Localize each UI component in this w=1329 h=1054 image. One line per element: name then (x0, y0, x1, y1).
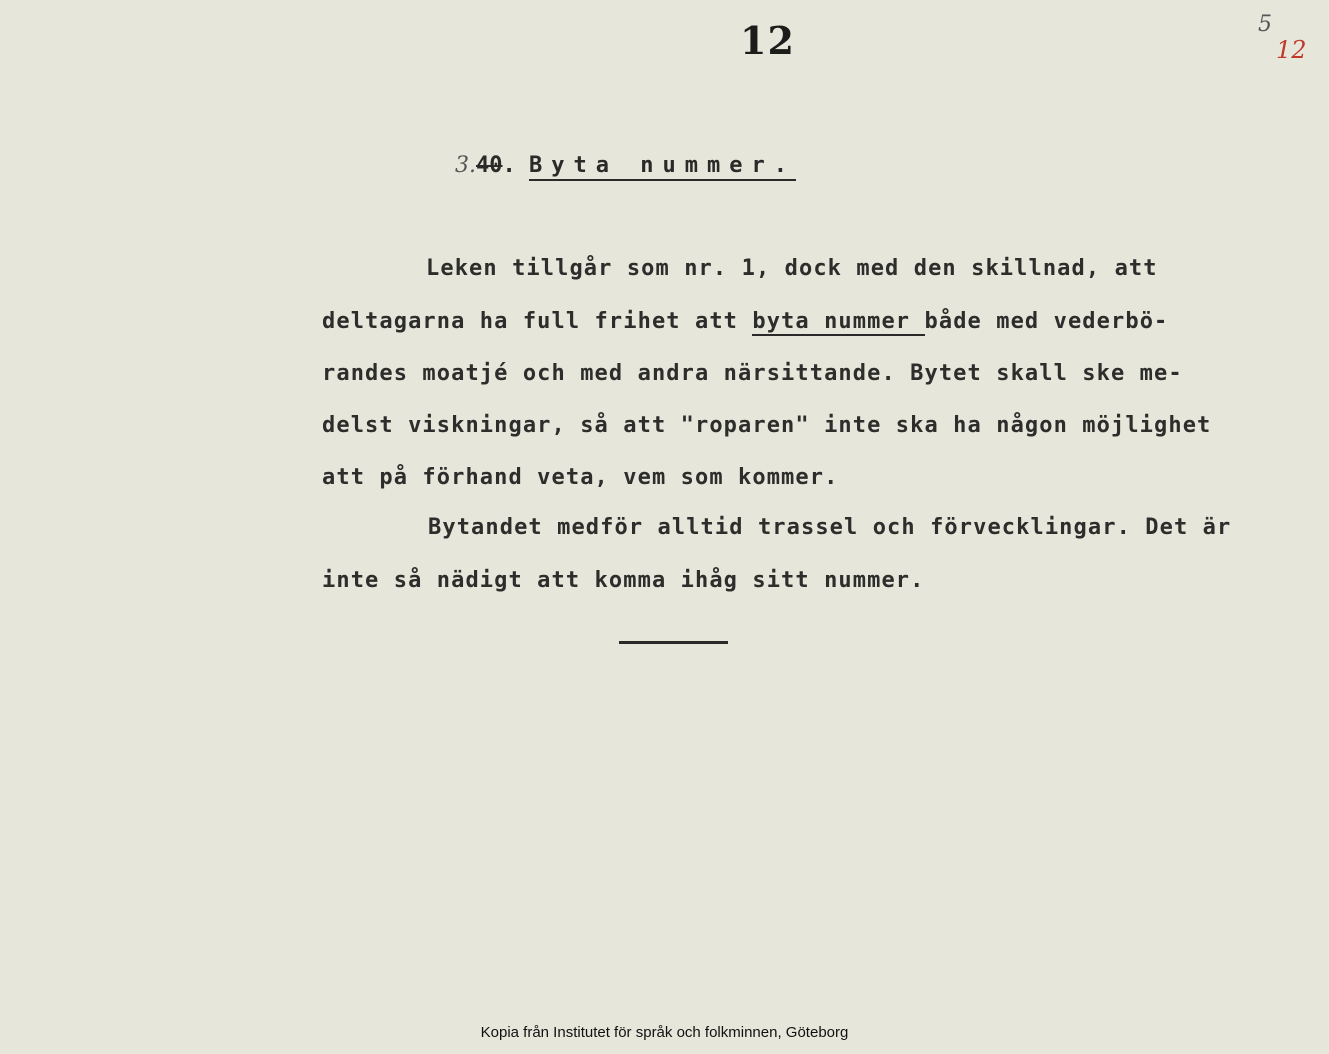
archive-footer: Kopia från Institutet för språk och folkminnen, Göteborg (480, 1024, 849, 1041)
heading-dot: . (502, 153, 529, 178)
struck-section-number: 40 (476, 153, 503, 178)
paragraph1-line4: delst viskningar, så att "roparen" inte ska ha någon möjlighet (322, 413, 1212, 438)
section-title: Byta nummer. (529, 153, 796, 181)
paragraph2-line1: Bytandet medför alltid trassel och förvecklingar. Det är (428, 515, 1232, 540)
page-number: 12 (740, 18, 795, 63)
section-heading (455, 153, 796, 178)
underlined-phrase: byta nummer (752, 309, 925, 334)
handwritten-margin-note: 5 (1258, 12, 1272, 37)
paragraph2-line2: inte så nädigt att komma ihåg sitt nummer. (322, 568, 925, 593)
handwritten-section-number: 3. (455, 153, 476, 178)
paragraph1-line1: Leken tillgår som nr. 1, dock med den skillnad, att (426, 256, 1158, 281)
paragraph1-line5: att på förhand veta, vem som kommer. (322, 465, 839, 490)
red-margin-note: 12 (1276, 36, 1307, 64)
paragraph1-line3: randes moatjé och med andra närsittande. Bytet skall ske me- (322, 361, 1183, 386)
paragraph1-line2-end: både med vederbö- (924, 309, 1169, 334)
end-separator-rule (619, 641, 728, 644)
paragraph1-line2-start: deltagarna ha full frihet att (322, 309, 753, 334)
paragraph1-line2 (322, 309, 1168, 334)
